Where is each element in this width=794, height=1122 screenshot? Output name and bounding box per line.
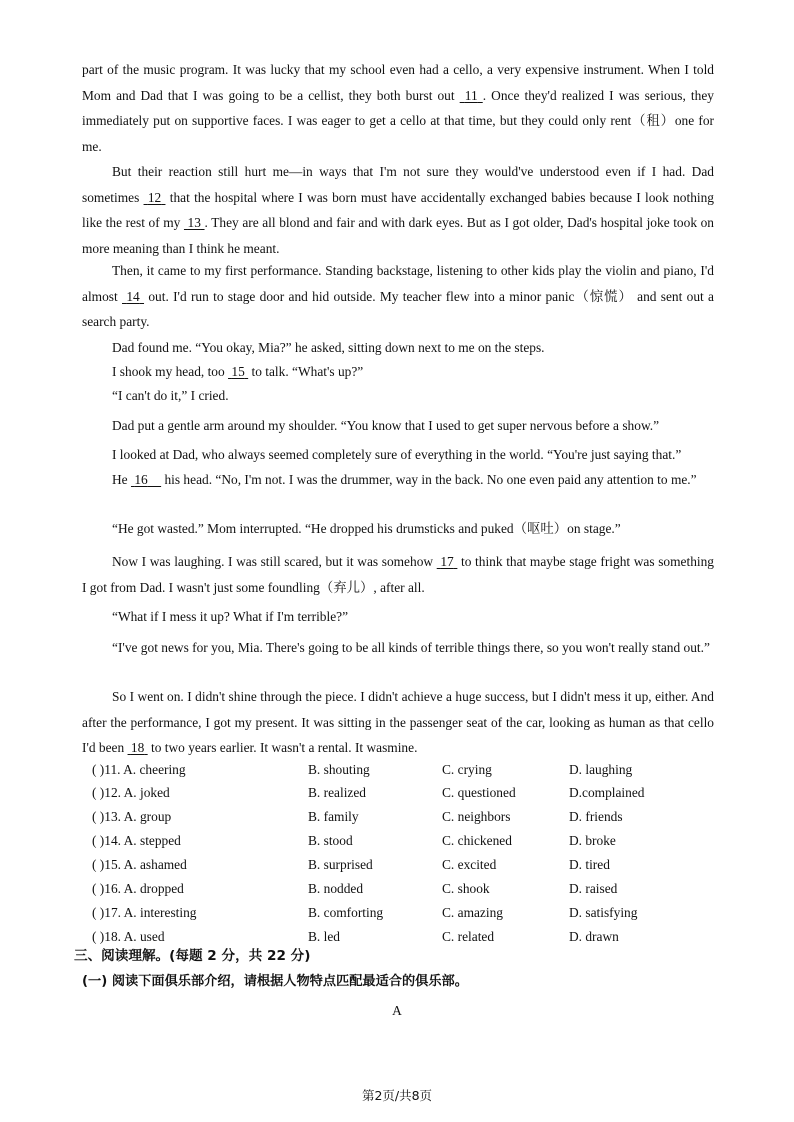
paragraph-4: He 16 his head. “No, I'm not. I was the drummer, way in the back. No one even paid any attention to me.” (112, 472, 697, 487)
option-16-d: D. raised (569, 881, 618, 896)
line-gentle-arm: Dad put a gentle arm around my shoulder. “You know that I used to get super nervous before a show.” (112, 418, 660, 433)
option-15-d: D. tired (569, 857, 610, 872)
blank-17: 17 (440, 554, 454, 569)
option-17-c: C. amazing (442, 905, 503, 920)
option-12-c: C. questioned (442, 785, 516, 800)
sub-heading: (一) 阅读下面俱乐部介绍，请根据人物特点匹配最适合的俱乐部。 (82, 974, 468, 989)
option-11-c: C. crying (442, 762, 492, 777)
option-row-17 (92, 902, 712, 924)
option-11-a: ( )11. A. cheering (92, 762, 186, 777)
line-cant-do-it: “I can't do it,” I cried. (112, 388, 229, 403)
blank-15: 15 (231, 364, 245, 379)
section-heading: 三、阅读理解。(每题 2 分，共 22 分) (74, 948, 311, 964)
option-18-a: ( )18. A. used (92, 929, 165, 944)
line-what-if: “What if I mess it up? What if I'm terrible?” (112, 609, 349, 624)
paragraph-1: part of the music program. It was lucky that my school even had a cello, a very expensive instrument. When I told Mom and Dad that I was going to be a cellist, they both burst out 11 . Once they'd realized I was serious, they immediately put on supportive faces. I was eager to get a cello at that time, but they could only rent（租）one for me. (82, 62, 714, 154)
line-mom-interrupted: “He got wasted.” Mom interrupted. “He dropped his drumsticks and puked（呕吐）on stage.” (112, 521, 621, 536)
line-shook-head: I shook my head, too 15 to talk. “What's up?” (112, 364, 364, 379)
part-letter: A (392, 1003, 402, 1018)
option-14-b: B. stood (308, 833, 353, 848)
option-13-c: C. neighbors (442, 809, 511, 824)
line-dad-found-me: Dad found me. “You okay, Mia?” he asked, sitting down next to me on the steps. (112, 340, 545, 355)
blank-13: 13 (187, 215, 201, 230)
option-15-c: C. excited (442, 857, 497, 872)
option-row-12 (92, 782, 712, 804)
option-row-15 (92, 854, 712, 876)
blank-16: 16 (134, 472, 148, 487)
blank-14: 14 (126, 288, 140, 304)
blank-12: 12 (147, 189, 162, 205)
option-13-d: D. friends (569, 809, 623, 824)
option-13-a: ( )13. A. group (92, 809, 172, 824)
option-14-c: C. chickened (442, 833, 512, 848)
option-18-d: D. drawn (569, 929, 619, 944)
option-13-b: B. family (308, 809, 359, 824)
option-11-d: D. laughing (569, 762, 633, 777)
option-12-a: ( )12. A. joked (92, 785, 170, 800)
blank-11: 11 (464, 87, 478, 103)
paragraph-5: Now I was laughing. I was still scared, but it was somehow 17 to think that maybe stage fright was something I got from Dad. I wasn't just some foundling（弃儿）, after all. (82, 554, 714, 595)
blank-18: 18 (130, 740, 145, 755)
paragraph-7: So I went on. I didn't shine through the piece. I didn't achieve a huge success, but I didn't mess it up, either. And after the performance, I got my present. It was sitting in the passenger seat of the car, looking as human as that cello I'd been 18 to two years earlier. It wasn't a rental. It wasmine. (82, 689, 714, 755)
option-12-b: B. realized (308, 785, 366, 800)
option-18-c: C. related (442, 929, 495, 944)
option-16-b: B. nodded (308, 881, 364, 896)
option-row-13 (92, 806, 712, 828)
option-16-c: C. shook (442, 881, 490, 896)
option-row-11 (92, 759, 712, 781)
page-number: 第2页/共8页 (361, 1088, 433, 1103)
option-15-b: B. surprised (308, 857, 373, 872)
paragraph-2: But their reaction still hurt me—in ways that I'm not sure they would've understood even if I had. Dad sometimes 12 that the hospital where I was born must have accidentally exchanged babies because I look nothing like the rest of my 13 . They are all blond and fair and with dark eyes. But as I got older, Dad's hospital joke took on more meaning than I think he meant. (82, 164, 714, 256)
option-14-d: D. broke (569, 833, 616, 848)
option-11-b: B. shouting (308, 762, 370, 777)
paragraph-6: “I've got news for you, Mia. There's going to be all kinds of terrible things there, so you won't really stand out.” (112, 640, 710, 655)
option-17-b: B. comforting (308, 905, 384, 920)
option-17-d: D. satisfying (569, 905, 638, 920)
option-18-b: B. led (308, 929, 340, 944)
option-14-a: ( )14. A. stepped (92, 833, 181, 848)
option-16-a: ( )16. A. dropped (92, 881, 184, 896)
option-row-16 (92, 878, 712, 900)
option-12-d: D.complained (569, 785, 645, 800)
paragraph-3: Then, it came to my first performance. Standing backstage, listening to other kids play the violin and piano, I'd almost 14 out. I'd run to stage door and hid outside. My teacher flew into a minor panic（惊慌） and sent out a search party. (82, 263, 714, 329)
option-17-a: ( )17. A. interesting (92, 905, 197, 920)
option-row-14 (92, 830, 712, 852)
option-15-a: ( )15. A. ashamed (92, 857, 187, 872)
line-looked-at-dad: I looked at Dad, who always seemed completely sure of everything in the world. “You're just saying that.” (112, 447, 682, 462)
